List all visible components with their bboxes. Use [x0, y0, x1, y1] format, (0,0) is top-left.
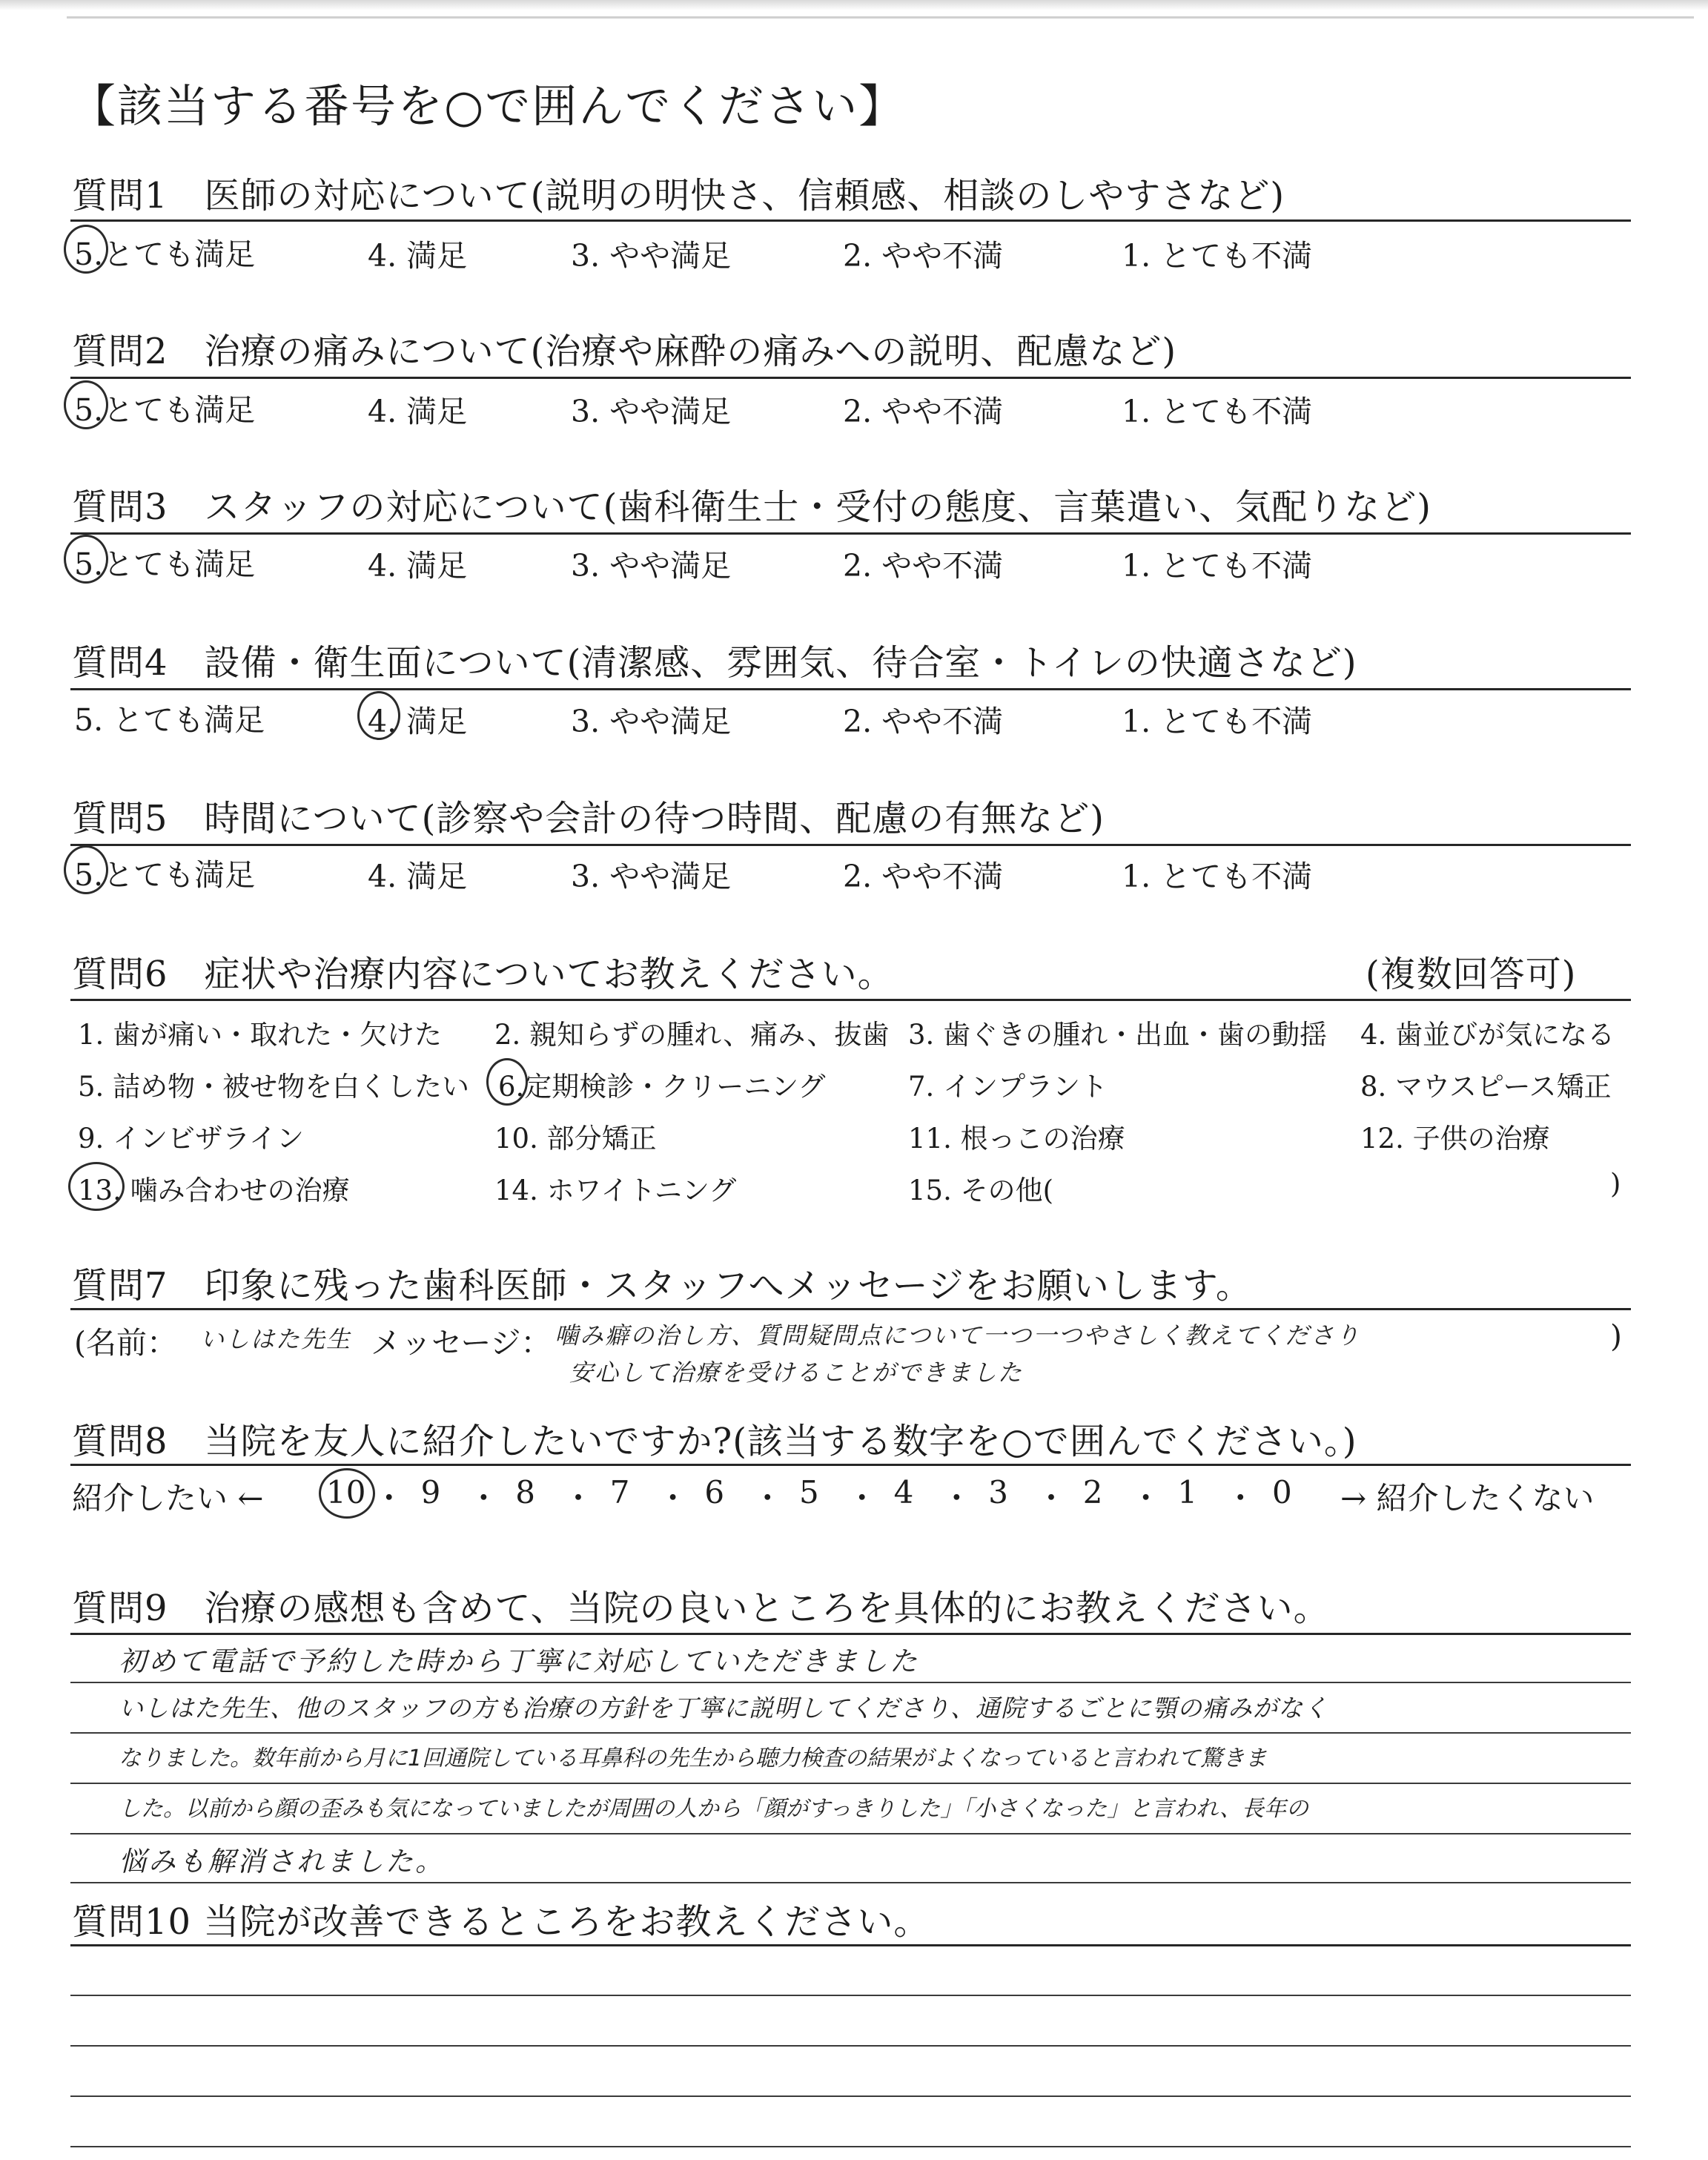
- q8-scale-value-0[interactable]: 0: [1272, 1474, 1292, 1510]
- q1-option-3[interactable]: 3. やや満足: [571, 238, 732, 274]
- q8-scale-value-10[interactable]: 10: [326, 1474, 366, 1510]
- q9-line-rule-2: [70, 1732, 1631, 1734]
- q6-selection-circle-13: [68, 1162, 125, 1211]
- q6-selection-circle-6: [486, 1058, 528, 1106]
- q4-option-5[interactable]: 5. とても満足: [74, 702, 265, 738]
- q2-selection-circle: [64, 380, 108, 429]
- q8-scale-value-1[interactable]: 1: [1177, 1474, 1198, 1510]
- q9-rule: [70, 1633, 1631, 1635]
- q4-rule: [70, 688, 1631, 690]
- q7-message-line-2[interactable]: 安心して治療を受けることができました: [569, 1358, 1024, 1387]
- q5-selection-circle: [64, 845, 108, 894]
- q8-scale-value-8[interactable]: 8: [515, 1474, 535, 1510]
- q8-scale-value-5[interactable]: 5: [799, 1474, 819, 1510]
- q8-scale-value-2[interactable]: 2: [1082, 1474, 1103, 1510]
- q1-option-4[interactable]: 4. 満足: [368, 238, 468, 274]
- q4-option-3[interactable]: 3. やや満足: [571, 704, 732, 739]
- q7-rule: [70, 1308, 1631, 1310]
- q6-option-5[interactable]: 5. 詰め物・被せ物を白くしたい: [78, 1071, 470, 1103]
- q8-scale-separator: ・: [1225, 1480, 1257, 1516]
- q9-answer-line-4[interactable]: した。以前から顔の歪みも気になっていましたが周囲の人から「顔がすっきりした」「小さくなった」と言われ、長年の: [119, 1796, 1308, 1822]
- q9-line-rule-1: [70, 1682, 1631, 1683]
- q7-message-line-1[interactable]: 噛み癖の治し方、質問疑問点について一つ一つやさしく教えてくださり: [555, 1321, 1361, 1350]
- q7-name-value[interactable]: いしはた先生: [200, 1325, 352, 1353]
- q6-option-13[interactable]: 13. 噛み合わせの治療: [78, 1175, 350, 1206]
- q6-option-7[interactable]: 7. インプラント: [908, 1071, 1108, 1103]
- q6-multiple-note: (複数回答可): [1366, 954, 1577, 995]
- q3-option-1[interactable]: 1. とても不満: [1122, 548, 1313, 584]
- q3-selection-circle: [64, 535, 108, 584]
- q6-option-11[interactable]: 11. 根っこの治療: [908, 1123, 1125, 1155]
- q8-scale-separator: ・: [1130, 1480, 1162, 1516]
- q8-scale-value-7[interactable]: 7: [609, 1474, 630, 1510]
- q9-line-rule-5: [70, 1882, 1631, 1883]
- q8-right-label: → 紹介したくない: [1340, 1480, 1595, 1516]
- q3-rule: [70, 532, 1631, 535]
- scan-top-edge: [67, 16, 1694, 19]
- q8-rule: [70, 1464, 1631, 1466]
- q10-line-rule-3: [70, 2095, 1631, 2097]
- q6-option-10[interactable]: 10. 部分矯正: [494, 1123, 657, 1155]
- q3-option-3[interactable]: 3. やや満足: [571, 548, 732, 584]
- q2-option-4[interactable]: 4. 満足: [368, 394, 468, 429]
- q9-answer-line-1[interactable]: 初めて電話で予約した時から丁寧に対応していただきました: [119, 1645, 919, 1677]
- q5-option-2[interactable]: 2. やや不満: [843, 859, 1004, 894]
- q2-option-3[interactable]: 3. やや満足: [571, 394, 732, 429]
- q7-message-label: メッセージ：: [371, 1325, 552, 1361]
- q6-other-close-paren: ): [1610, 1168, 1621, 1200]
- q10-line-rule-2: [70, 2045, 1631, 2047]
- q6-heading: 質問6 症状や治療内容についてお教えください。: [72, 954, 894, 995]
- q2-option-5[interactable]: 5.とても満足: [74, 392, 256, 428]
- q5-heading: 質問5 時間について(診察や会計の待つ時間、配慮の有無など): [72, 798, 1105, 839]
- q4-option-4[interactable]: 4. 満足: [368, 704, 468, 739]
- q8-scale-value-3[interactable]: 3: [988, 1474, 1008, 1510]
- q6-option-14[interactable]: 14. ホワイトニング: [494, 1175, 737, 1206]
- q9-answer-line-5[interactable]: 悩みも解消されました。: [119, 1846, 445, 1877]
- q8-scale-separator: ・: [373, 1480, 405, 1516]
- q8-scale-value-6[interactable]: 6: [704, 1474, 725, 1510]
- page-title: 【該当する番号を○で囲んでください】: [70, 80, 906, 133]
- q10-heading: 質問10 当院が改善できるところをお教えください。: [72, 1901, 930, 1943]
- q3-heading: 質問3 スタッフの対応について(歯科衛生士・受付の態度、言葉遣い、気配りなど): [72, 486, 1432, 528]
- q1-heading: 質問1 医師の対応について(説明の明快さ、信頼感、相談のしやすさなど): [72, 175, 1285, 217]
- q1-option-5[interactable]: 5.とても満足: [74, 237, 256, 272]
- q4-heading: 質問4 設備・衛生面について(清潔感、雰囲気、待合室・トイレの快適さなど): [72, 642, 1357, 684]
- q4-option-2[interactable]: 2. やや不満: [843, 704, 1004, 739]
- q10-rule: [70, 1944, 1631, 1946]
- q1-selection-circle: [64, 225, 108, 274]
- q2-rule: [70, 377, 1631, 379]
- q6-option-9[interactable]: 9. インビザライン: [78, 1123, 304, 1155]
- q8-scale-value-4[interactable]: 4: [893, 1474, 914, 1510]
- q6-rule: [70, 999, 1631, 1001]
- q1-rule: [70, 219, 1631, 222]
- q3-option-4[interactable]: 4. 満足: [368, 548, 468, 584]
- q2-option-2[interactable]: 2. やや不満: [843, 394, 1004, 429]
- q4-option-1[interactable]: 1. とても不満: [1122, 704, 1313, 739]
- q9-line-rule-4: [70, 1833, 1631, 1834]
- q1-option-1[interactable]: 1. とても不満: [1122, 238, 1313, 274]
- q8-scale-separator: ・: [1036, 1480, 1068, 1516]
- q1-option-2[interactable]: 2. やや不満: [843, 238, 1004, 274]
- q3-option-5[interactable]: 5.とても満足: [74, 546, 256, 582]
- q6-option-6[interactable]: 6.定期検診・クリーニング: [498, 1071, 826, 1103]
- q6-option-2[interactable]: 2. 親知らずの腫れ、痛み、抜歯: [494, 1019, 890, 1051]
- q5-option-4[interactable]: 4. 満足: [368, 859, 468, 894]
- q6-option-8[interactable]: 8. マウスピース矯正: [1360, 1071, 1612, 1103]
- q6-option-1[interactable]: 1. 歯が痛い・取れた・欠けた: [78, 1019, 443, 1051]
- q8-scale-value-9[interactable]: 9: [420, 1474, 441, 1510]
- q9-answer-line-3[interactable]: なりました。数年前から月に1回通院している耳鼻科の先生から聴力検査の結果がよくなっていると言われて驚きま: [119, 1745, 1268, 1771]
- q10-line-rule-4: [70, 2146, 1631, 2147]
- q6-option-3[interactable]: 3. 歯ぐきの腫れ・出血・歯の動揺: [908, 1019, 1328, 1051]
- q8-scale-separator: ・: [941, 1480, 973, 1516]
- q8-scale-separator: ・: [468, 1480, 500, 1516]
- q7-close-paren: ): [1610, 1318, 1622, 1354]
- q2-option-1[interactable]: 1. とても不満: [1122, 394, 1313, 429]
- q10-line-rule-1: [70, 1995, 1631, 1996]
- q5-option-5[interactable]: 5.とても満足: [74, 857, 256, 893]
- q8-heading: 質問8 当院を友人に紹介したいですか?(該当する数字を○で囲んでください。): [72, 1421, 1357, 1462]
- scan-top-shadow: [0, 0, 1708, 10]
- q9-line-rule-3: [70, 1783, 1631, 1784]
- q7-heading: 質問7 印象に残った歯科医師・スタッフへメッセージをお願いします。: [72, 1265, 1252, 1307]
- q5-option-1[interactable]: 1. とても不満: [1122, 859, 1313, 894]
- q5-rule: [70, 844, 1631, 846]
- q8-left-label: 紹介したい ←: [72, 1480, 264, 1516]
- q5-option-3[interactable]: 3. やや満足: [571, 859, 732, 894]
- q7-name-label: (名前：: [74, 1325, 177, 1361]
- q8-selection-circle: [319, 1468, 375, 1519]
- q6-option-4[interactable]: 4. 歯並びが気になる: [1360, 1019, 1615, 1051]
- q8-scale-separator: ・: [563, 1480, 595, 1516]
- q4-selection-circle: [357, 691, 400, 740]
- q8-scale-separator: ・: [657, 1480, 689, 1516]
- q8-scale-separator: ・: [846, 1480, 878, 1516]
- q3-option-2[interactable]: 2. やや不満: [843, 548, 1004, 584]
- q6-option-12[interactable]: 12. 子供の治療: [1360, 1123, 1550, 1155]
- q8-scale-separator: ・: [752, 1480, 784, 1516]
- q6-option-15[interactable]: 15. その他(: [908, 1175, 1054, 1206]
- q9-answer-line-2[interactable]: いしはた先生、他のスタッフの方も治療の方針を丁寧に説明してくださり、通院するごとに顎の痛みがなく: [119, 1694, 1328, 1723]
- q9-heading: 質問9 治療の感想も含めて、当院の良いところを具体的にお教えください。: [72, 1588, 1330, 1629]
- q2-heading: 質問2 治療の痛みについて(治療や麻酔の痛みへの説明、配慮など): [72, 331, 1177, 372]
